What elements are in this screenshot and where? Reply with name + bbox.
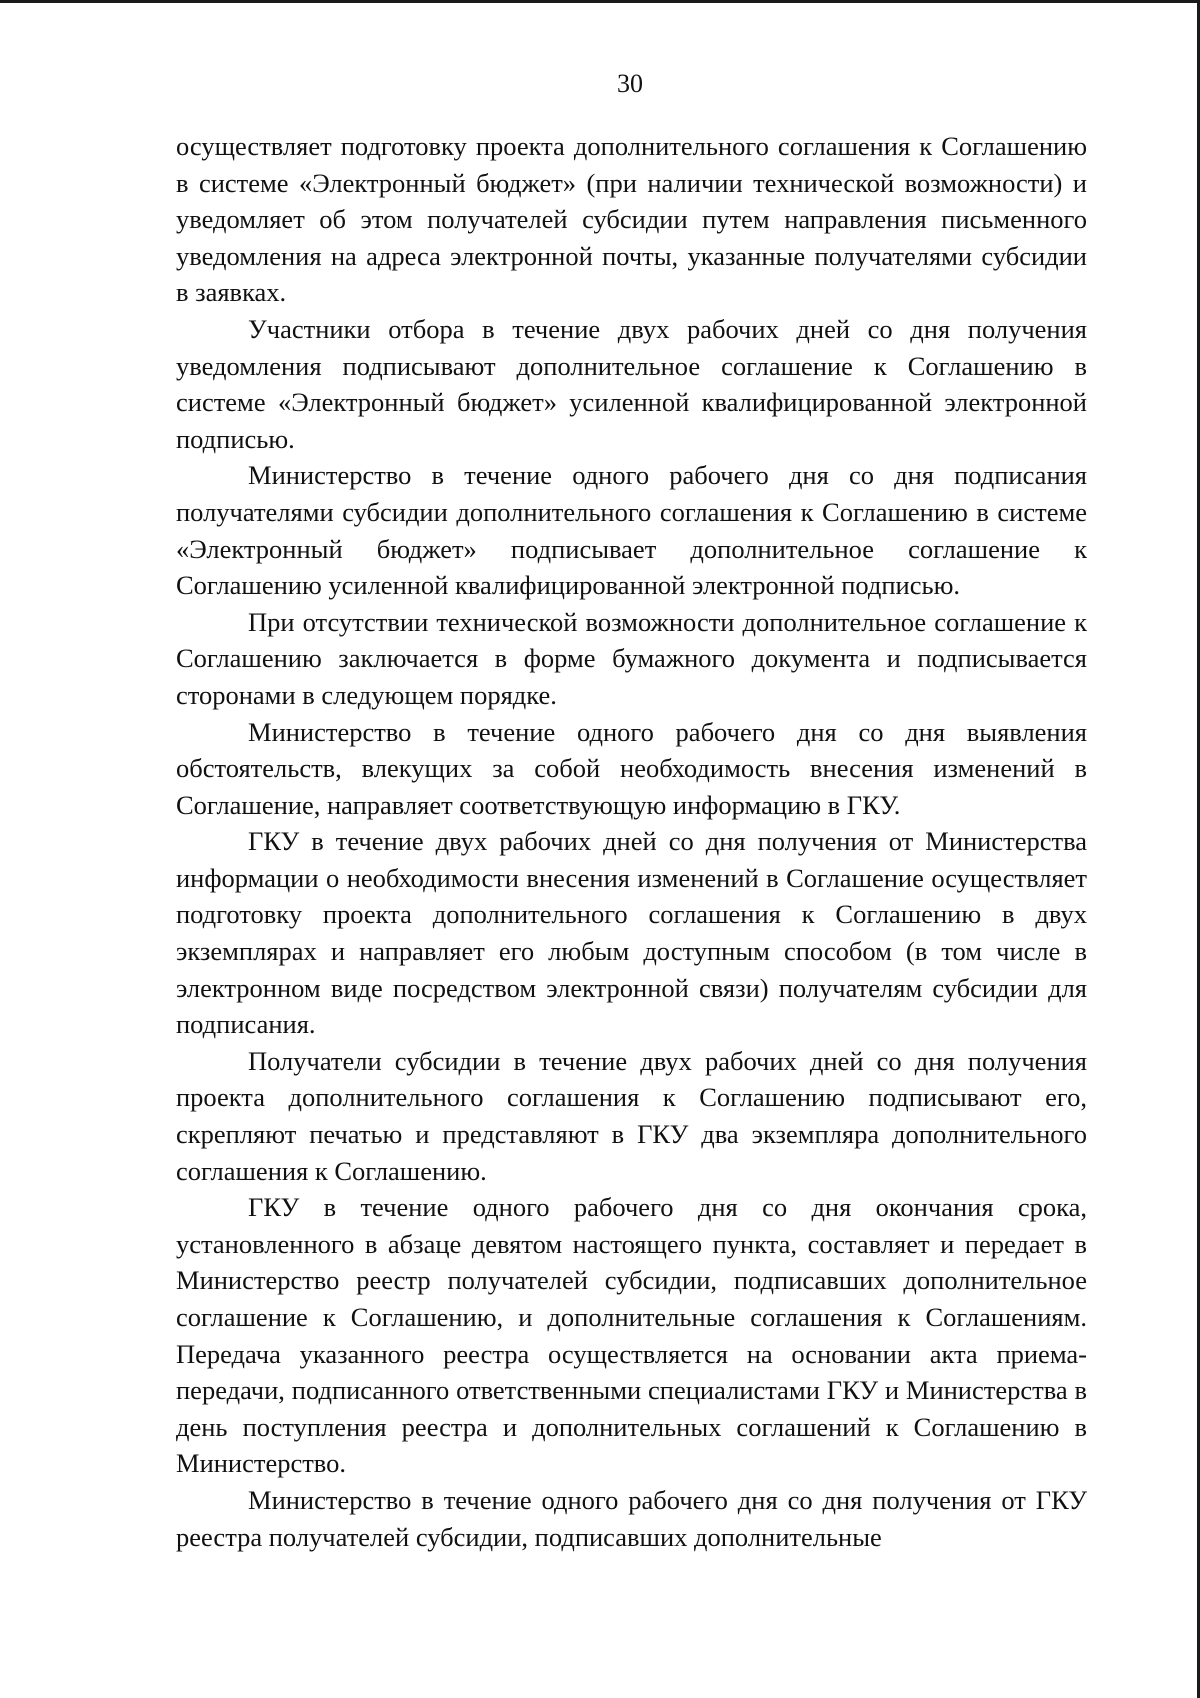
scan-top-edge — [0, 0, 1200, 3]
document-body — [176, 128, 1087, 1555]
paragraph-continuation: осуществляет подготовку проекта дополнительного соглашения к Соглашению в системе «Электронный бюджет» (при наличии технической возможности) и уведомляет об этом получателей субсидии путем направления письменного уведомления на адреса электронной почты, указанные получателями субсидии в заявках. — [176, 131, 1087, 308]
paragraph: Получатели субсидии в течение двух рабочих дней со дня получения проекта дополнительного соглашения к Соглашению подписывают его, скрепляют печатью и представляют в ГКУ два экземпляра дополнительного соглашения к Соглашению. — [176, 1045, 1087, 1186]
paragraph-truncated: Министерство в течение одного рабочего дня со дня получения от ГКУ реестра получателей субсидии, подписавших дополнительные — [176, 1484, 1087, 1552]
paragraph: Министерство в течение одного рабочего дня со дня выявления обстоятельств, влекущих за собой необходимость внесения изменений в Соглашение, направляет соответствующую информацию в ГКУ. — [176, 716, 1087, 820]
paragraph: Участники отбора в течение двух рабочих дней со дня получения уведомления подписывают дополнительное соглашение к Соглашению в системе «Электронный бюджет» усиленной квалифицированной электронной подписью. — [176, 313, 1087, 454]
paragraph: При отсутствии технической возможности дополнительное соглашение к Соглашению заключается в форме бумажного документа и подписывается сторонами в следующем порядке. — [176, 606, 1087, 710]
paragraph: Министерство в течение одного рабочего дня со дня подписания получателями субсидии дополнительного соглашения к Соглашению в системе «Электронный бюджет» подписывает дополнительное соглашение к Соглашению усиленной квалифицированной электронной подписью. — [176, 460, 1087, 601]
paragraph: ГКУ в течение двух рабочих дней со дня получения от Министерства информации о необходимости внесения изменений в Соглашение осуществляет подготовку проекта дополнительного соглашения к Соглашению в двух экземплярах и направляет его любым доступным способом (в том числе в электронном виде посредством электронной связи) получателям субсидии для подписания. — [176, 826, 1087, 1040]
page-number: 30 — [617, 69, 643, 98]
paragraph: ГКУ в течение одного рабочего дня со дня окончания срока, установленного в абзаце девятом настоящего пункта, составляет и передает в Министерство реестр получателей субсидии, подписавших дополнительное соглашение к Соглашению, и дополнительные соглашения к Соглашениям. Передача указанного реестра осуществляется на основании акта приема-передачи, подписанного ответственными специалистами ГКУ и Министерства в день поступления реестра и дополнительных соглашений к Соглашению в Министерство. — [176, 1192, 1087, 1479]
